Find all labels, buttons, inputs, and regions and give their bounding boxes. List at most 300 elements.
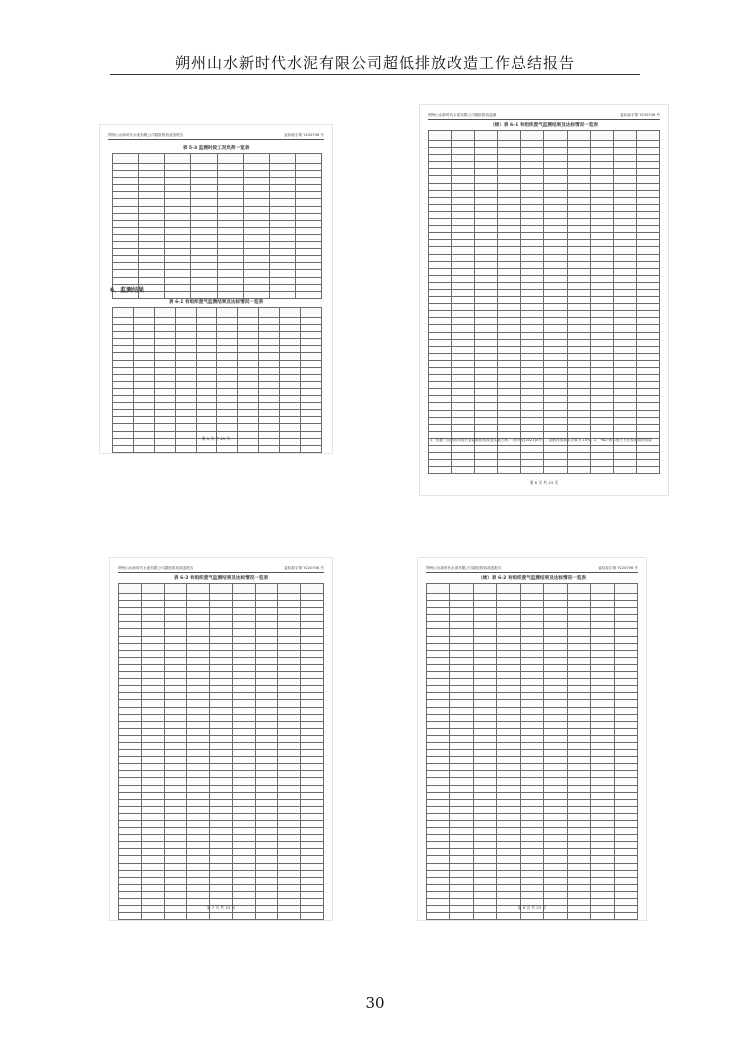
table-row <box>427 601 638 608</box>
table-row <box>427 828 638 835</box>
table-cell <box>544 594 567 601</box>
table-row <box>113 277 322 284</box>
table-cell <box>498 233 521 240</box>
table-cell <box>473 735 496 742</box>
report-page-thumbnail-top-right <box>420 105 668 495</box>
table-cell <box>614 856 638 863</box>
table-cell <box>255 679 278 686</box>
table-cell <box>613 155 636 162</box>
table-cell <box>187 849 210 856</box>
table-cell <box>295 171 321 178</box>
table-cell <box>301 771 324 778</box>
table-cell <box>498 268 521 275</box>
table-row <box>429 226 660 233</box>
table-cell <box>614 686 638 693</box>
table-cell <box>217 234 243 241</box>
table-cell <box>278 884 301 891</box>
table-cell <box>217 263 243 270</box>
table-cell <box>238 308 259 318</box>
table-cell <box>141 622 164 629</box>
table-cell <box>544 643 567 650</box>
table-cell <box>636 325 659 332</box>
table-cell <box>255 870 278 877</box>
table-cell <box>498 332 521 339</box>
table-cell <box>280 403 301 410</box>
table-cell <box>591 771 614 778</box>
table-cell <box>427 714 450 721</box>
table-cell <box>544 460 567 467</box>
table-cell <box>591 735 614 742</box>
table-cell <box>232 778 255 785</box>
table-cell <box>498 169 521 176</box>
table-cell <box>427 899 450 906</box>
table-cell <box>590 311 613 318</box>
table-cell <box>567 608 590 615</box>
table-cell <box>232 721 255 728</box>
table-cell <box>544 233 567 240</box>
table-cell <box>591 608 614 615</box>
table-cell <box>497 742 520 749</box>
table-cell <box>278 849 301 856</box>
table-cell <box>427 636 450 643</box>
table-cell <box>243 185 269 192</box>
table-cell <box>133 403 154 410</box>
table-row <box>429 131 660 141</box>
table-cell <box>119 636 142 643</box>
table-cell <box>473 785 496 792</box>
table-cell <box>452 353 475 360</box>
table-cell <box>269 220 295 227</box>
table-cell <box>141 891 164 898</box>
table-cell <box>217 178 243 185</box>
table-cell <box>567 190 590 197</box>
table-cell <box>473 750 496 757</box>
thumbnail-doc-number: 委标检字第 Y220706 号 <box>284 133 324 137</box>
table-cell <box>427 813 450 820</box>
table-cell <box>269 178 295 185</box>
table-cell <box>497 750 520 757</box>
table-row <box>429 375 660 382</box>
table-cell <box>590 190 613 197</box>
table-cell <box>295 291 321 298</box>
table-cell <box>591 778 614 785</box>
table-cell <box>113 339 134 346</box>
table-cell <box>450 891 473 898</box>
table-cell <box>636 226 659 233</box>
table-cell <box>429 417 452 424</box>
table-cell <box>119 608 142 615</box>
thumbnail-doc-number: 委标检字第 Y220706 号 <box>620 113 660 117</box>
table-cell <box>165 213 191 220</box>
table-cell <box>427 884 450 891</box>
table-cell <box>591 615 614 622</box>
table-row <box>113 417 322 424</box>
table-row <box>427 771 638 778</box>
table-cell <box>113 353 134 360</box>
table-cell <box>567 467 590 474</box>
table-cell <box>544 750 567 757</box>
table-cell <box>613 282 636 289</box>
table-cell <box>520 629 543 636</box>
thumbnail-doc-title: 朔州山水新时代水泥有限公司超低排放改造报告 <box>426 566 502 570</box>
table-cell <box>175 403 196 410</box>
table-row <box>119 584 324 594</box>
table-row <box>119 863 324 870</box>
table-cell <box>636 247 659 254</box>
table-row <box>113 396 322 403</box>
table-cell <box>119 584 142 594</box>
table-row <box>427 672 638 679</box>
table-cell <box>165 154 191 164</box>
table-cell <box>243 206 269 213</box>
table-cell <box>636 318 659 325</box>
table-cell <box>232 636 255 643</box>
table-cell <box>164 664 187 671</box>
table-cell <box>498 311 521 318</box>
table-cell <box>164 884 187 891</box>
table-cell <box>278 664 301 671</box>
table-cell <box>427 735 450 742</box>
table-cell <box>119 594 142 601</box>
table-cell <box>429 226 452 233</box>
table-cell <box>196 318 217 325</box>
table-cell <box>164 650 187 657</box>
table-cell <box>614 884 638 891</box>
table-cell <box>133 332 154 339</box>
table-cell <box>497 799 520 806</box>
table-cell <box>139 178 165 185</box>
table-cell <box>196 417 217 424</box>
table-cell <box>452 389 475 396</box>
table-cell <box>498 148 521 155</box>
table-cell <box>450 664 473 671</box>
table-cell <box>278 870 301 877</box>
table-cell <box>590 403 613 410</box>
table-cell <box>232 792 255 799</box>
table-cell <box>164 721 187 728</box>
table-cell <box>154 424 175 431</box>
table-row <box>429 311 660 318</box>
table-cell <box>613 353 636 360</box>
table-cell <box>113 381 134 388</box>
table-cell <box>164 657 187 664</box>
table-cell <box>301 813 324 820</box>
table-cell <box>473 672 496 679</box>
table-row <box>113 360 322 367</box>
table-cell <box>590 261 613 268</box>
table-row <box>119 821 324 828</box>
table-cell <box>196 332 217 339</box>
table-cell <box>590 396 613 403</box>
table-cell <box>544 417 567 424</box>
table-cell <box>520 863 543 870</box>
table-cell <box>210 792 233 799</box>
table-cell <box>520 615 543 622</box>
table-cell <box>567 261 590 268</box>
table-row <box>429 453 660 460</box>
table-cell <box>133 396 154 403</box>
table-cell <box>232 584 255 594</box>
table-cell <box>498 368 521 375</box>
emission-table-thumbnail <box>118 583 324 920</box>
table-cell <box>473 714 496 721</box>
table-cell <box>301 891 324 898</box>
table-cell <box>497 643 520 650</box>
table-cell <box>187 584 210 594</box>
table-cell <box>567 693 590 700</box>
table-cell <box>450 650 473 657</box>
table-row <box>119 891 324 898</box>
table-cell <box>187 778 210 785</box>
table-cell <box>141 636 164 643</box>
table-cell <box>278 785 301 792</box>
table-cell <box>278 672 301 679</box>
table-cell <box>614 778 638 785</box>
table-cell <box>187 842 210 849</box>
table-cell <box>210 601 233 608</box>
table-cell <box>521 403 544 410</box>
table-cell <box>614 650 638 657</box>
table-row <box>119 615 324 622</box>
table-cell <box>278 608 301 615</box>
table-cell <box>475 240 498 247</box>
table-cell <box>295 213 321 220</box>
table-cell <box>498 211 521 218</box>
table-cell <box>141 601 164 608</box>
table-cell <box>498 389 521 396</box>
table-cell <box>636 467 659 474</box>
table-cell <box>133 308 154 318</box>
table-cell <box>164 608 187 615</box>
table-cell <box>497 594 520 601</box>
table-cell <box>210 750 233 757</box>
table-cell <box>427 650 450 657</box>
table-cell <box>520 877 543 884</box>
table-cell <box>497 835 520 842</box>
table-cell <box>544 884 567 891</box>
table-cell <box>113 388 134 395</box>
table-cell <box>280 424 301 431</box>
table-cell <box>255 750 278 757</box>
table-cell <box>232 643 255 650</box>
table-cell <box>473 806 496 813</box>
table-cell <box>473 707 496 714</box>
table-cell <box>232 601 255 608</box>
table-cell <box>475 254 498 261</box>
table-cell <box>141 707 164 714</box>
table-cell <box>255 608 278 615</box>
table-cell <box>591 856 614 863</box>
table-cell <box>520 757 543 764</box>
table-cell <box>544 162 567 169</box>
table-cell <box>590 247 613 254</box>
table-cell <box>567 686 590 693</box>
table-cell <box>154 346 175 353</box>
table-cell <box>473 842 496 849</box>
table-cell <box>613 460 636 467</box>
table-cell <box>278 835 301 842</box>
table-cell <box>217 332 238 339</box>
table-cell <box>521 304 544 311</box>
table-cell <box>165 234 191 241</box>
table-row <box>427 700 638 707</box>
table-cell <box>591 799 614 806</box>
table-cell <box>238 360 259 367</box>
thumbnail-doc-header <box>108 133 324 140</box>
table-cell <box>278 679 301 686</box>
table-cell <box>450 792 473 799</box>
table-cell <box>301 664 324 671</box>
table-cell <box>498 396 521 403</box>
table-cell <box>217 199 243 206</box>
table-cell <box>636 304 659 311</box>
table-cell <box>278 877 301 884</box>
table-cell <box>544 799 567 806</box>
table-row <box>427 636 638 643</box>
table-cell <box>475 389 498 396</box>
table-cell <box>521 368 544 375</box>
table-cell <box>154 417 175 424</box>
table-cell <box>567 183 590 190</box>
table-cell <box>544 821 567 828</box>
table-cell <box>113 192 139 199</box>
table-cell <box>498 325 521 332</box>
table-cell <box>113 178 139 185</box>
table-cell <box>139 213 165 220</box>
table-row <box>429 275 660 282</box>
table-cell <box>613 289 636 296</box>
table-cell <box>497 792 520 799</box>
table-cell <box>278 828 301 835</box>
table-cell <box>217 396 238 403</box>
table-cell <box>544 615 567 622</box>
table-cell <box>133 374 154 381</box>
table-row <box>119 700 324 707</box>
table-cell <box>139 242 165 249</box>
table-cell <box>191 185 217 192</box>
table-cell <box>269 185 295 192</box>
table-cell <box>450 764 473 771</box>
table-cell <box>427 821 450 828</box>
table-cell <box>498 289 521 296</box>
table-cell <box>119 863 142 870</box>
table-cell <box>187 764 210 771</box>
table-cell <box>613 131 636 141</box>
table-cell <box>301 856 324 863</box>
table-cell <box>113 360 134 367</box>
table-cell <box>567 254 590 261</box>
table-cell <box>119 799 142 806</box>
table-row <box>427 884 638 891</box>
table-row <box>119 594 324 601</box>
table-cell <box>139 220 165 227</box>
table-cell <box>636 197 659 204</box>
table-cell <box>544 375 567 382</box>
table-cell <box>429 403 452 410</box>
table-cell <box>255 899 278 906</box>
table-cell <box>475 311 498 318</box>
table-cell <box>301 884 324 891</box>
table-cell <box>429 131 452 141</box>
table-cell <box>427 792 450 799</box>
table-cell <box>165 178 191 185</box>
table-cell <box>567 368 590 375</box>
table-cell <box>544 686 567 693</box>
table-cell <box>498 247 521 254</box>
table-cell <box>429 211 452 218</box>
table-cell <box>196 445 217 452</box>
table-cell <box>141 650 164 657</box>
table-cell <box>544 721 567 728</box>
table-cell <box>113 206 139 213</box>
table-cell <box>636 183 659 190</box>
table-cell <box>544 148 567 155</box>
table-cell <box>567 131 590 141</box>
table-cell <box>139 171 165 178</box>
table-cell <box>567 325 590 332</box>
table-cell <box>427 672 450 679</box>
table-cell <box>544 601 567 608</box>
table-cell <box>567 764 590 771</box>
table-cell <box>427 584 450 594</box>
table-cell <box>217 410 238 417</box>
table-cell <box>175 410 196 417</box>
table-cell <box>591 785 614 792</box>
table-cell <box>473 757 496 764</box>
table-cell <box>567 332 590 339</box>
table-cell <box>232 870 255 877</box>
table-cell <box>175 367 196 374</box>
table-cell <box>544 332 567 339</box>
table-cell <box>452 155 475 162</box>
table-cell <box>475 169 498 176</box>
table-cell <box>427 913 450 920</box>
table-cell <box>295 256 321 263</box>
table-cell <box>450 913 473 920</box>
table-cell <box>567 197 590 204</box>
table-cell <box>452 204 475 211</box>
table-cell <box>475 332 498 339</box>
table-cell <box>429 368 452 375</box>
table-cell <box>238 325 259 332</box>
table-cell <box>473 813 496 820</box>
table-cell <box>255 636 278 643</box>
table-cell <box>450 615 473 622</box>
table-cell <box>521 396 544 403</box>
table-cell <box>429 410 452 417</box>
table-cell <box>450 785 473 792</box>
table-cell <box>301 757 324 764</box>
table-row <box>113 339 322 346</box>
table-cell <box>498 226 521 233</box>
table-cell <box>590 417 613 424</box>
table-cell <box>232 622 255 629</box>
table-cell <box>429 261 452 268</box>
table-cell <box>255 828 278 835</box>
table-cell <box>280 374 301 381</box>
table-cell <box>278 750 301 757</box>
table-cell <box>475 275 498 282</box>
table-cell <box>113 410 134 417</box>
table-cell <box>164 643 187 650</box>
table-cell <box>590 424 613 431</box>
table-cell <box>450 877 473 884</box>
table-cell <box>473 601 496 608</box>
table-row <box>427 650 638 657</box>
thumbnail-table-caption: 表 5-3 监测时段工况负荷一览表 <box>182 146 250 151</box>
table-cell <box>280 367 301 374</box>
table-row <box>427 821 638 828</box>
